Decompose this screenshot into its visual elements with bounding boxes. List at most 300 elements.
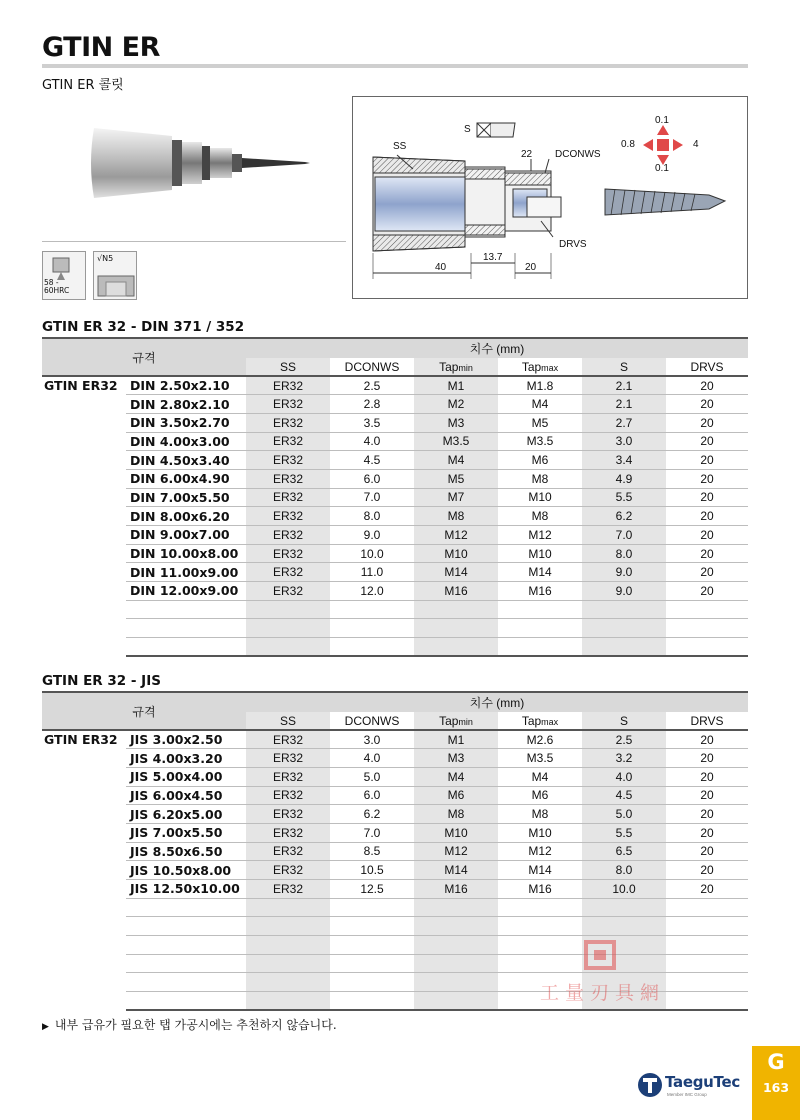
- header-dconws: DCONWS: [330, 712, 414, 730]
- ss-cell: ER32: [246, 749, 330, 768]
- s-cell: 4.5: [582, 786, 666, 805]
- s-cell: 4.0: [582, 767, 666, 786]
- tapmin-cell: M6: [414, 786, 498, 805]
- s-cell: 9.0: [582, 563, 666, 582]
- header-ss: SS: [246, 712, 330, 730]
- tapmax-cell: [498, 638, 582, 657]
- table-row: [42, 563, 748, 582]
- series-cell: [42, 432, 126, 451]
- drvs-cell: 20: [666, 488, 748, 507]
- series-cell: [42, 544, 126, 563]
- header-ss: SS: [246, 358, 330, 376]
- dconws-cell: 6.0: [330, 786, 414, 805]
- tapmin-cell: [414, 619, 498, 638]
- drvs-cell: 20: [666, 563, 748, 582]
- s-cell: [582, 898, 666, 917]
- drvs-cell: 20: [666, 507, 748, 526]
- model-cell: DIN 4.50x3.40: [126, 451, 246, 470]
- dconws-cell: [330, 898, 414, 917]
- tapmin-cell: [414, 992, 498, 1011]
- table-row: [42, 488, 748, 507]
- technical-drawing: [352, 96, 748, 299]
- page-subtitle: GTIN ER 콜릿: [42, 78, 124, 93]
- model-cell: [126, 936, 246, 955]
- drvs-cell: 20: [666, 880, 748, 899]
- tapmax-cell: M14: [498, 861, 582, 880]
- section-letter: G: [767, 1050, 785, 1074]
- dconws-cell: [330, 638, 414, 657]
- model-cell: DIN 11.00x9.00: [126, 563, 246, 582]
- table-row: [42, 786, 748, 805]
- label-s: S: [464, 124, 471, 135]
- model-cell: [126, 619, 246, 638]
- table-row: [42, 767, 748, 786]
- ss-cell: ER32: [246, 823, 330, 842]
- label-ss: SS: [393, 141, 407, 152]
- ss-cell: ER32: [246, 582, 330, 601]
- product-photo: [80, 118, 350, 208]
- series-cell: [42, 526, 126, 545]
- tapmax-cell: M6: [498, 786, 582, 805]
- s-cell: 2.1: [582, 395, 666, 414]
- series-cell: [42, 786, 126, 805]
- tapmin-cell: M2: [414, 395, 498, 414]
- tapmax-cell: M4: [498, 767, 582, 786]
- model-cell: JIS 10.50x8.00: [126, 861, 246, 880]
- s-cell: 2.7: [582, 413, 666, 432]
- ss-cell: ER32: [246, 563, 330, 582]
- ss-cell: [246, 954, 330, 973]
- tapmax-cell: M1.8: [498, 376, 582, 395]
- header-spec: 규격: [42, 338, 246, 376]
- s-cell: 9.0: [582, 582, 666, 601]
- ss-cell: ER32: [246, 786, 330, 805]
- tapmax-cell: [498, 917, 582, 936]
- header-tapmin: Tapmin: [414, 358, 498, 376]
- drvs-cell: 20: [666, 582, 748, 601]
- drvs-cell: 20: [666, 805, 748, 824]
- drvs-cell: [666, 619, 748, 638]
- dconws-cell: 4.0: [330, 749, 414, 768]
- header-s: S: [582, 358, 666, 376]
- series-cell: [42, 395, 126, 414]
- table-row: [42, 395, 748, 414]
- ss-cell: [246, 992, 330, 1011]
- dconws-cell: 6.0: [330, 469, 414, 488]
- ss-cell: ER32: [246, 413, 330, 432]
- model-cell: JIS 6.00x4.50: [126, 786, 246, 805]
- model-cell: DIN 7.00x5.50: [126, 488, 246, 507]
- s-cell: 4.9: [582, 469, 666, 488]
- ss-cell: ER32: [246, 469, 330, 488]
- table-row: [42, 842, 748, 861]
- model-cell: [126, 600, 246, 619]
- drvs-cell: [666, 600, 748, 619]
- drvs-cell: [666, 898, 748, 917]
- tapmax-cell: M3.5: [498, 432, 582, 451]
- series-cell: [42, 880, 126, 899]
- tapmin-cell: M16: [414, 880, 498, 899]
- tapmin-cell: M3.5: [414, 432, 498, 451]
- tapmax-cell: M3.5: [498, 749, 582, 768]
- drvs-cell: [666, 917, 748, 936]
- tapmin-cell: M12: [414, 526, 498, 545]
- table-row: [42, 749, 748, 768]
- model-cell: [126, 638, 246, 657]
- dconws-cell: 10.5: [330, 861, 414, 880]
- dconws-cell: 8.5: [330, 842, 414, 861]
- footnote: [42, 1016, 337, 1033]
- ss-cell: ER32: [246, 880, 330, 899]
- drvs-cell: 20: [666, 730, 748, 749]
- header-s: S: [582, 712, 666, 730]
- tapmax-cell: M14: [498, 563, 582, 582]
- ss-cell: [246, 898, 330, 917]
- dconws-cell: 12.0: [330, 582, 414, 601]
- dconws-cell: 7.0: [330, 823, 414, 842]
- drvs-cell: 20: [666, 786, 748, 805]
- series-cell: [42, 749, 126, 768]
- series-cell: [42, 805, 126, 824]
- tapmin-cell: M3: [414, 413, 498, 432]
- dconws-cell: [330, 954, 414, 973]
- dconws-cell: [330, 973, 414, 992]
- ss-cell: [246, 936, 330, 955]
- tapmax-cell: M4: [498, 395, 582, 414]
- model-cell: JIS 7.00x5.50: [126, 823, 246, 842]
- table-row: [42, 507, 748, 526]
- dconws-cell: 6.2: [330, 805, 414, 824]
- tapmin-cell: M3: [414, 749, 498, 768]
- hardness-label-line1: 58 -: [44, 278, 59, 287]
- ss-cell: ER32: [246, 767, 330, 786]
- label-13-7: 13.7: [483, 252, 503, 263]
- tapmax-cell: [498, 619, 582, 638]
- dconws-cell: 3.5: [330, 413, 414, 432]
- tapmin-cell: [414, 954, 498, 973]
- s-cell: 6.2: [582, 507, 666, 526]
- model-cell: [126, 954, 246, 973]
- tapmax-cell: M6: [498, 451, 582, 470]
- drvs-cell: 20: [666, 544, 748, 563]
- tapmin-cell: M10: [414, 823, 498, 842]
- ss-cell: ER32: [246, 488, 330, 507]
- tolerance-right: 4: [693, 139, 699, 150]
- tapmax-cell: M8: [498, 507, 582, 526]
- table-row: [42, 582, 748, 601]
- model-cell: JIS 5.00x4.00: [126, 767, 246, 786]
- table-row-empty: [42, 638, 748, 657]
- header-spec: 규격: [42, 692, 246, 730]
- header-dims-group: 치수 (mm): [246, 338, 748, 358]
- tapmin-cell: M4: [414, 767, 498, 786]
- series-cell: GTIN ER32: [44, 732, 118, 748]
- model-cell: DIN 3.50x2.70: [126, 413, 246, 432]
- tapmax-cell: M12: [498, 842, 582, 861]
- series-cell: [42, 767, 126, 786]
- section-tab: [752, 1046, 800, 1120]
- hardness-label-line2: 60HRC: [44, 286, 70, 295]
- s-cell: [582, 619, 666, 638]
- tapmin-cell: M1: [414, 376, 498, 395]
- s-cell: 6.5: [582, 842, 666, 861]
- photo-divider: [42, 241, 346, 242]
- footnote-marker: ▶: [42, 1022, 49, 1032]
- model-cell: DIN 2.50x2.10: [126, 376, 246, 395]
- ss-cell: [246, 917, 330, 936]
- dconws-cell: [330, 936, 414, 955]
- tapmin-cell: M5: [414, 469, 498, 488]
- dconws-cell: 7.0: [330, 488, 414, 507]
- page-title: GTIN ER: [42, 32, 160, 63]
- s-cell: 8.0: [582, 861, 666, 880]
- ss-cell: [246, 638, 330, 657]
- ss-cell: [246, 973, 330, 992]
- s-cell: 5.5: [582, 823, 666, 842]
- table-row: [42, 823, 748, 842]
- s-cell: 5.0: [582, 805, 666, 824]
- ss-cell: ER32: [246, 507, 330, 526]
- series-cell: [42, 619, 126, 638]
- model-cell: JIS 8.50x6.50: [126, 842, 246, 861]
- model-cell: JIS 4.00x3.20: [126, 749, 246, 768]
- dconws-cell: 4.5: [330, 451, 414, 470]
- table-row: [42, 469, 748, 488]
- table-row: [42, 376, 748, 395]
- ss-cell: ER32: [246, 395, 330, 414]
- table-row-empty: [42, 600, 748, 619]
- model-cell: [126, 992, 246, 1011]
- model-cell: [126, 917, 246, 936]
- header-tapmax: Tapmax: [498, 712, 582, 730]
- ss-cell: ER32: [246, 805, 330, 824]
- dconws-cell: [330, 600, 414, 619]
- tapmax-cell: M2.6: [498, 730, 582, 749]
- table-row: [42, 880, 748, 899]
- series-cell: [42, 451, 126, 470]
- series-cell: [42, 936, 126, 955]
- model-cell: JIS 3.00x2.50: [126, 730, 246, 749]
- table-row-empty: [42, 619, 748, 638]
- series-cell: [42, 842, 126, 861]
- s-cell: 8.0: [582, 544, 666, 563]
- tapmax-cell: M10: [498, 488, 582, 507]
- tapmin-cell: M1: [414, 730, 498, 749]
- series-cell: GTIN ER32: [44, 378, 118, 394]
- brand-tagline: Member IMC Group: [667, 1092, 707, 1097]
- s-cell: [582, 600, 666, 619]
- s-cell: 2.5: [582, 730, 666, 749]
- series-cell: [42, 823, 126, 842]
- drvs-cell: 20: [666, 767, 748, 786]
- label-40: 40: [435, 262, 447, 273]
- model-cell: DIN 12.00x9.00: [126, 582, 246, 601]
- tapmin-cell: M8: [414, 805, 498, 824]
- spec-table-din: [42, 337, 748, 657]
- tolerance-top: 0.1: [655, 115, 669, 126]
- table-row: [42, 861, 748, 880]
- drvs-cell: 20: [666, 861, 748, 880]
- table-row: [42, 413, 748, 432]
- surface-finish-label: √N5: [97, 254, 114, 263]
- model-cell: [126, 898, 246, 917]
- tapmin-cell: M12: [414, 842, 498, 861]
- s-cell: 7.0: [582, 526, 666, 545]
- dconws-cell: 2.5: [330, 376, 414, 395]
- drvs-cell: 20: [666, 413, 748, 432]
- model-cell: DIN 10.00x8.00: [126, 544, 246, 563]
- drvs-cell: 20: [666, 526, 748, 545]
- dconws-cell: 11.0: [330, 563, 414, 582]
- tapmin-cell: [414, 917, 498, 936]
- tapmin-cell: M14: [414, 563, 498, 582]
- series-cell: [42, 600, 126, 619]
- tapmax-cell: [498, 898, 582, 917]
- table-row: [42, 451, 748, 470]
- table-row: [42, 526, 748, 545]
- tapmin-cell: M4: [414, 451, 498, 470]
- title-rule: [42, 64, 748, 68]
- label-20: 20: [525, 262, 537, 273]
- header-drvs: DRVS: [666, 712, 748, 730]
- drvs-cell: 20: [666, 469, 748, 488]
- tapmin-cell: [414, 898, 498, 917]
- ss-cell: ER32: [246, 730, 330, 749]
- dconws-cell: 8.0: [330, 507, 414, 526]
- drvs-cell: 20: [666, 395, 748, 414]
- series-cell: [42, 973, 126, 992]
- model-cell: JIS 12.50x10.00: [126, 880, 246, 899]
- series-cell: [42, 898, 126, 917]
- drvs-cell: 20: [666, 749, 748, 768]
- series-cell: [42, 563, 126, 582]
- dconws-cell: [330, 992, 414, 1011]
- header-drvs: DRVS: [666, 358, 748, 376]
- drvs-cell: 20: [666, 376, 748, 395]
- drvs-cell: 20: [666, 823, 748, 842]
- tolerance-bottom: 0.1: [655, 163, 669, 174]
- section-title-din: GTIN ER 32 - DIN 371 / 352: [42, 319, 245, 335]
- s-cell: 3.0: [582, 432, 666, 451]
- ss-cell: ER32: [246, 526, 330, 545]
- model-cell: DIN 2.80x2.10: [126, 395, 246, 414]
- header-tapmax: Tapmax: [498, 358, 582, 376]
- series-cell: [42, 638, 126, 657]
- drvs-cell: 20: [666, 451, 748, 470]
- dconws-cell: 9.0: [330, 526, 414, 545]
- drvs-cell: [666, 638, 748, 657]
- tapmin-cell: M10: [414, 544, 498, 563]
- ss-cell: [246, 619, 330, 638]
- table-row: [42, 730, 748, 749]
- dconws-cell: 4.0: [330, 432, 414, 451]
- tapmax-cell: M10: [498, 544, 582, 563]
- tapmax-cell: M16: [498, 582, 582, 601]
- header-dims-group: 치수 (mm): [246, 692, 748, 712]
- model-cell: [126, 973, 246, 992]
- tolerance-left: 0.8: [621, 139, 635, 150]
- tapmin-cell: M8: [414, 507, 498, 526]
- section-title-jis: GTIN ER 32 - JIS: [42, 673, 161, 689]
- series-cell: [42, 507, 126, 526]
- table-row: [42, 432, 748, 451]
- ss-cell: ER32: [246, 544, 330, 563]
- tapmax-cell: M5: [498, 413, 582, 432]
- footnote-text: 내부 급유가 필요한 탭 가공시에는 추천하지 않습니다.: [54, 1018, 337, 1032]
- series-cell: [42, 861, 126, 880]
- watermark-text: 工量刃具網: [540, 982, 666, 1004]
- label-drvs: DRVS: [559, 239, 587, 250]
- series-cell: [42, 917, 126, 936]
- ss-cell: ER32: [246, 451, 330, 470]
- series-cell: [42, 954, 126, 973]
- tapmin-cell: M14: [414, 861, 498, 880]
- tapmax-cell: M8: [498, 469, 582, 488]
- header-dconws: DCONWS: [330, 358, 414, 376]
- table-row-empty: [42, 917, 748, 936]
- brand-name: TaeguTec: [665, 1073, 740, 1091]
- table-row-empty: [42, 898, 748, 917]
- model-cell: DIN 9.00x7.00: [126, 526, 246, 545]
- header-tapmin: Tapmin: [414, 712, 498, 730]
- tapmin-cell: M16: [414, 582, 498, 601]
- model-cell: DIN 8.00x6.20: [126, 507, 246, 526]
- s-cell: [582, 917, 666, 936]
- dconws-cell: 3.0: [330, 730, 414, 749]
- series-cell: [42, 488, 126, 507]
- model-cell: DIN 4.00x3.00: [126, 432, 246, 451]
- tapmin-cell: [414, 973, 498, 992]
- tapmax-cell: M8: [498, 805, 582, 824]
- drvs-cell: 20: [666, 842, 748, 861]
- dconws-cell: 10.0: [330, 544, 414, 563]
- ss-cell: ER32: [246, 842, 330, 861]
- table-row: [42, 544, 748, 563]
- dconws-cell: [330, 917, 414, 936]
- s-cell: 3.2: [582, 749, 666, 768]
- s-cell: 3.4: [582, 451, 666, 470]
- tapmin-cell: M7: [414, 488, 498, 507]
- tapmax-cell: [498, 600, 582, 619]
- s-cell: [582, 638, 666, 657]
- label-dconws: DCONWS: [555, 149, 601, 160]
- ss-cell: ER32: [246, 861, 330, 880]
- dconws-cell: 2.8: [330, 395, 414, 414]
- series-cell: [42, 469, 126, 488]
- dconws-cell: [330, 619, 414, 638]
- tapmax-cell: M12: [498, 526, 582, 545]
- tapmin-cell: [414, 600, 498, 619]
- ss-cell: ER32: [246, 376, 330, 395]
- tapmax-cell: M10: [498, 823, 582, 842]
- model-cell: DIN 6.00x4.90: [126, 469, 246, 488]
- s-cell: 10.0: [582, 880, 666, 899]
- tapmax-cell: M16: [498, 880, 582, 899]
- series-cell: [42, 582, 126, 601]
- series-cell: [42, 992, 126, 1011]
- label-22: 22: [521, 149, 533, 160]
- tapmin-cell: [414, 638, 498, 657]
- dconws-cell: 5.0: [330, 767, 414, 786]
- ss-cell: [246, 600, 330, 619]
- series-cell: [42, 413, 126, 432]
- s-cell: 2.1: [582, 376, 666, 395]
- s-cell: 5.5: [582, 488, 666, 507]
- model-cell: JIS 6.20x5.00: [126, 805, 246, 824]
- drvs-cell: 20: [666, 432, 748, 451]
- dconws-cell: 12.5: [330, 880, 414, 899]
- page-number: 163: [762, 1080, 790, 1095]
